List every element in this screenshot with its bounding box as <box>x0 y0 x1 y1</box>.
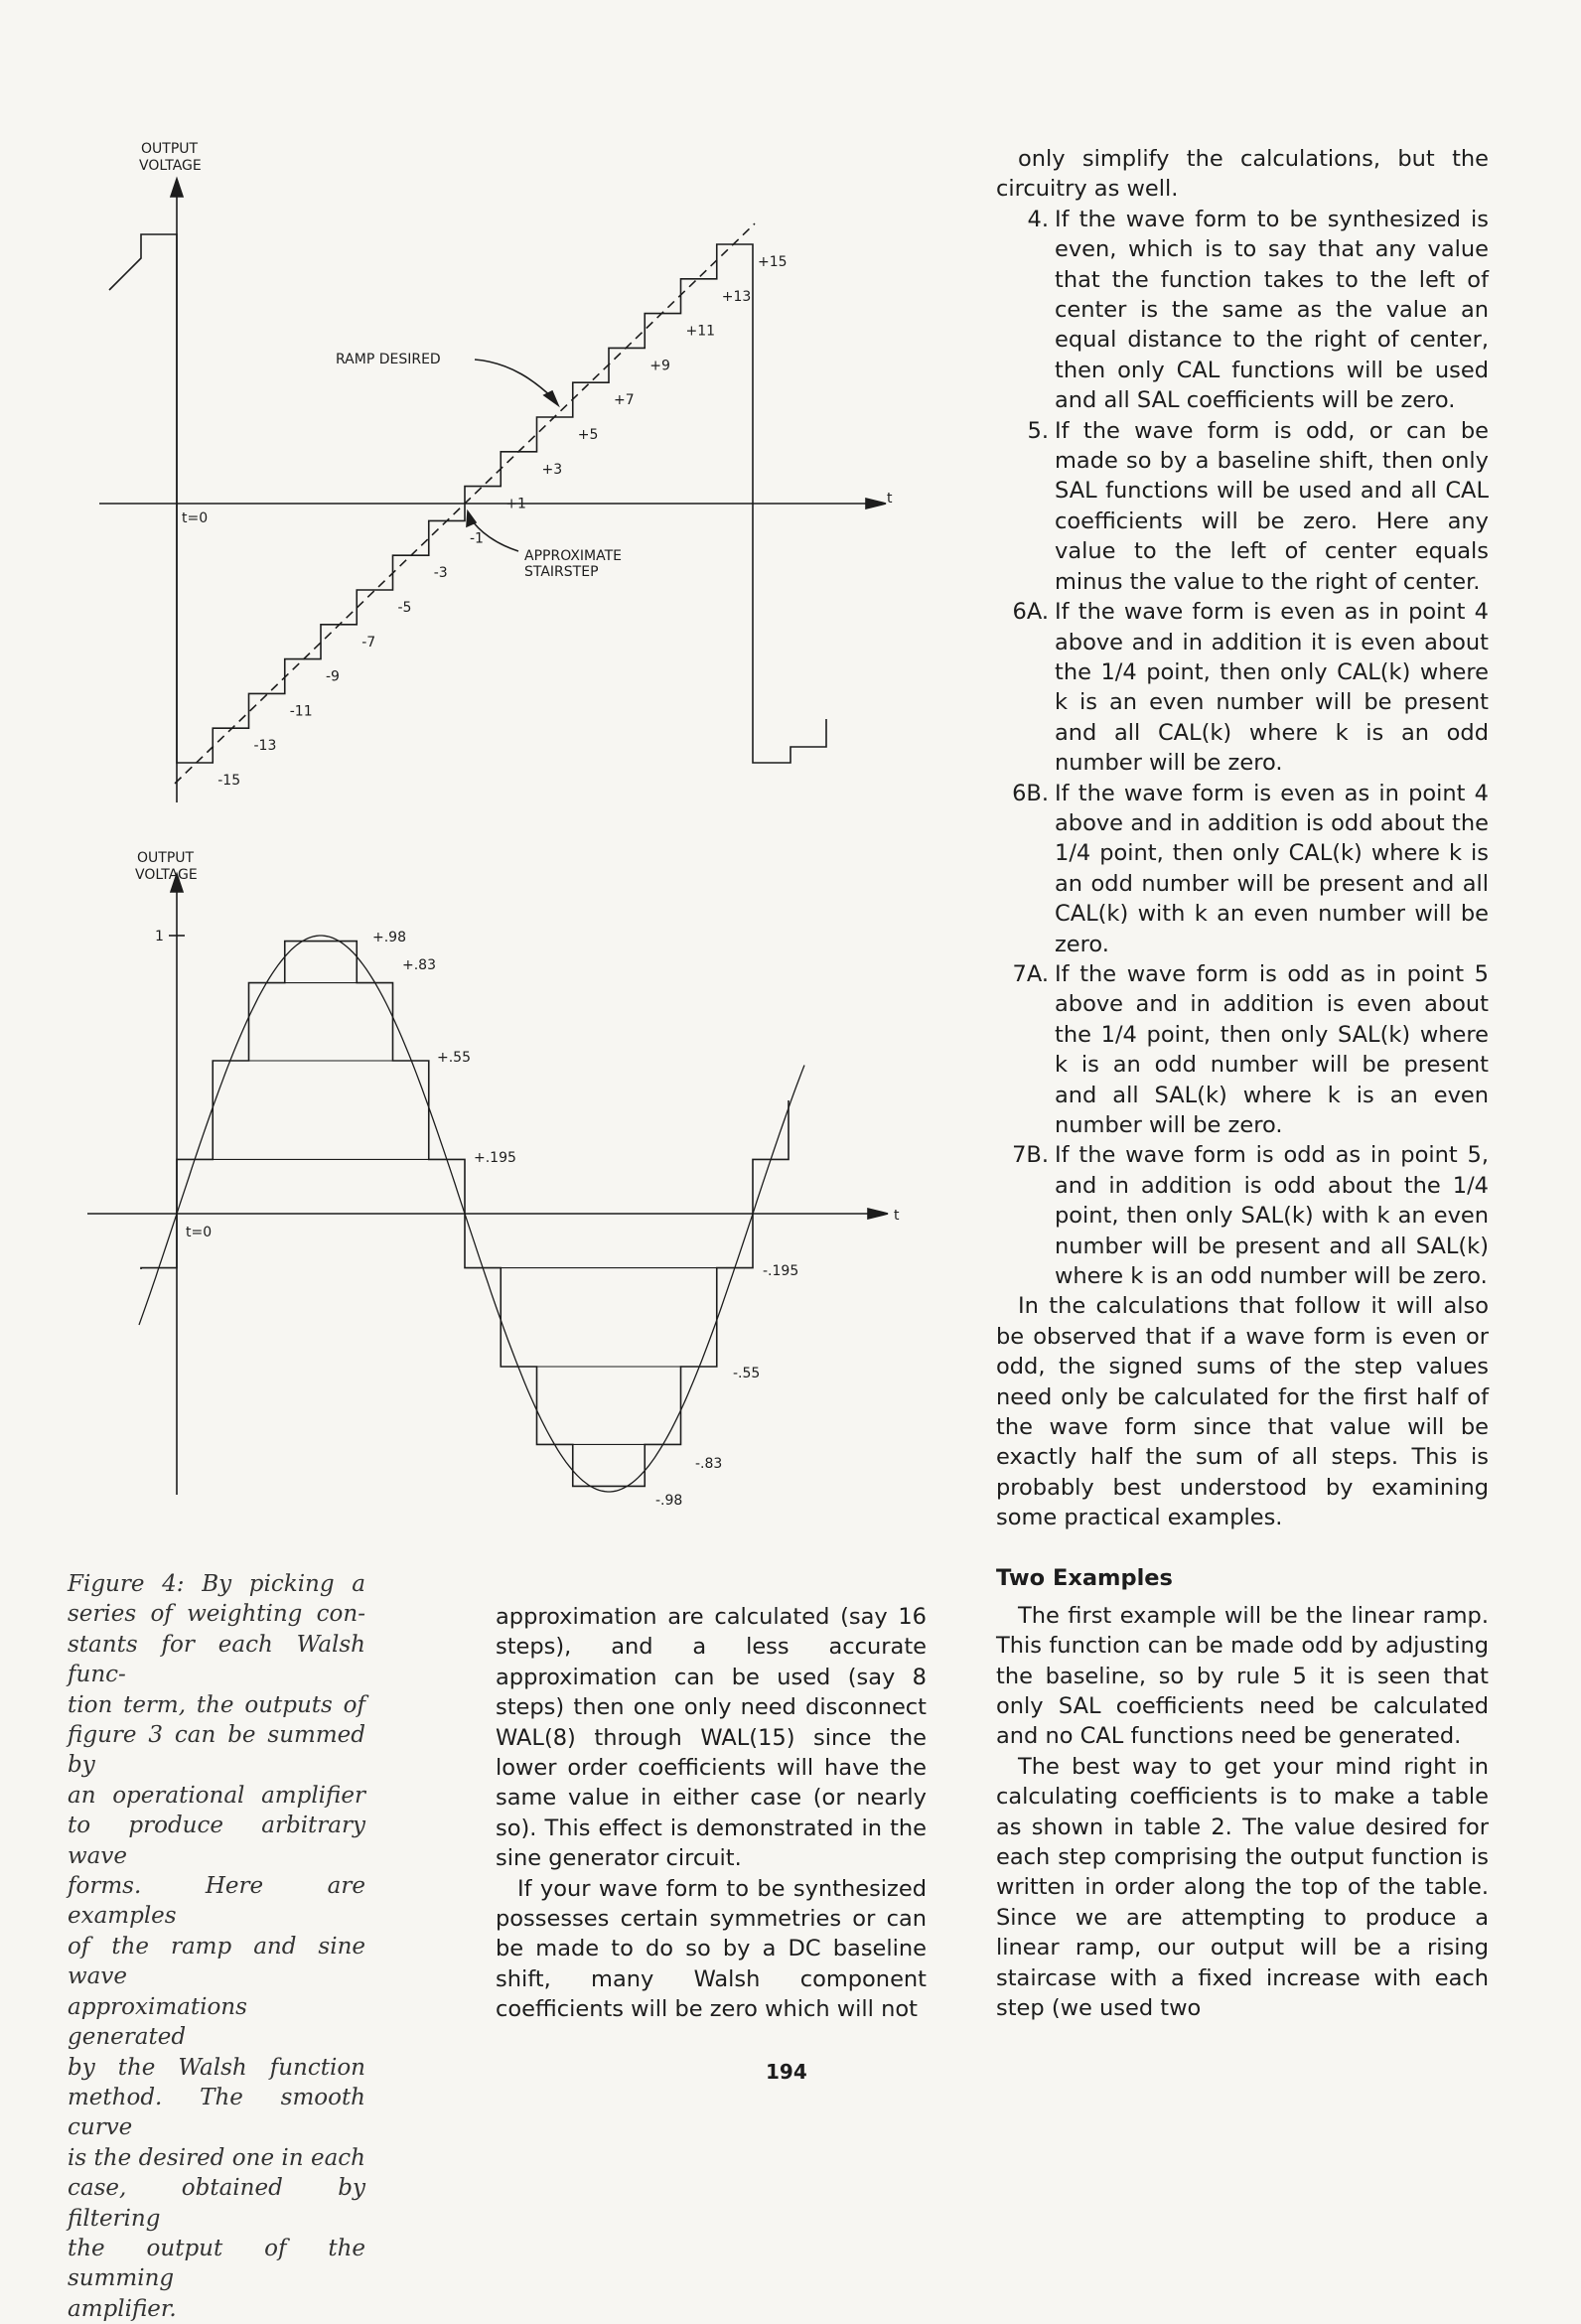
caption-line: an operational amplifier <box>68 1782 365 1809</box>
ramp-step-value: -5 <box>397 600 412 616</box>
rule-text: If the wave form is even as in point 4 above and in addition is odd about the 1/4 point, then only CAL(k) where k is an odd number will be present and all CAL(k) with k an even number will be zero. <box>1055 780 1489 957</box>
rule-number: 5. <box>1027 417 1049 444</box>
middle-paragraph-1: approximation are calculated (say 16 steps), and a less accurate approximation can be used (say 8 steps) then one only need disconnect WAL(8) through WAL(15) since the lower order coefficients will have the same value in either case (or nearly so). This effect is demonstrated in the sine generator circuit. <box>496 1604 927 1872</box>
caption-line: is the desired one in each <box>68 2144 365 2171</box>
rule-item <box>996 597 1489 778</box>
ramp-step-value: -7 <box>361 634 376 651</box>
sine-step-value: +.98 <box>372 930 406 945</box>
sine-step-value: -.55 <box>733 1366 761 1381</box>
top-t-axis-arrow <box>866 499 886 508</box>
rule-item <box>996 1140 1489 1291</box>
sine-step-value: -.83 <box>695 1456 723 1472</box>
sine-step-value: -.195 <box>763 1263 799 1279</box>
right-paragraph-table: The best way to get your mind right in calculating coefficients is to make a table as shown in table 2. The value desired for each step comprising the output function is written in order along the top of the table. Since we are attempting to produce a linear ramp, our output will be a rising staircase with a fixed increase with each step (we used two <box>996 1753 1489 2021</box>
rule-number: 7B. <box>1012 1142 1049 1169</box>
caption-line: figure 3 can be summed by <box>68 1722 365 1779</box>
rule-number: 7A. <box>1012 960 1049 987</box>
bottom-y-axis-label: VOLTAGE <box>135 867 198 883</box>
ramp-step-value: +13 <box>721 288 752 305</box>
ramp-step-value: +15 <box>758 254 788 270</box>
caption-line: case, obtained by filtering <box>68 2175 365 2232</box>
caption-line: to produce arbitrary wave <box>68 1813 365 1869</box>
ramp-desired-arrowhead <box>544 391 558 405</box>
caption-line: stants for each Walsh func- <box>68 1631 365 1688</box>
caption-line: method. The smooth curve <box>68 2084 365 2141</box>
bottom-one-label: 1 <box>155 929 164 944</box>
ramp-step-value: +5 <box>577 427 599 443</box>
rule-text: If the wave form is even as in point 4 above and in addition it is even about the 1/4 point, then only CAL(k) where k is an even number will be present and all CAL(k) where k is an odd number will be zero. <box>1055 599 1489 777</box>
ramp-step-value: +1 <box>505 496 526 512</box>
sine-step-value: -.98 <box>655 1493 683 1509</box>
bottom-y-axis-label: OUTPUT <box>137 850 195 866</box>
caption-line: the output of the summing <box>68 2235 365 2292</box>
ramp-step-value: +7 <box>614 392 635 409</box>
ramp-desired-pointer <box>475 360 554 399</box>
rule-item <box>996 205 1489 416</box>
ramp-step-value: -1 <box>470 530 484 547</box>
right-column <box>996 144 1489 2023</box>
top-y-axis-label: OUTPUT <box>141 141 199 157</box>
rule-item <box>996 779 1489 959</box>
right-paragraph-example: The first example will be the linear ramp. This function can be made odd by adjusting the baseline, so by rule 5 it is seen that only SAL coefficients need be calculated and no CAL functions need be generated. <box>996 1602 1489 1750</box>
stairstep-label: STAIRSTEP <box>524 564 599 580</box>
bottom-t-label: t <box>894 1208 900 1224</box>
ramp-step-value: -11 <box>289 703 313 720</box>
rule-item <box>996 416 1489 597</box>
ramp-step-value: +11 <box>685 323 716 340</box>
caption-line: tion term, the outputs of <box>68 1691 365 1718</box>
middle-paragraph-2: If your wave form to be synthesized possesses certain symmetries or can be made to do so by a DC baseline shift, many Walsh component coefficients will be zero which will not <box>496 1875 927 2023</box>
top-y-axis-label: VOLTAGE <box>139 158 202 174</box>
caption-line: series of weighting con- <box>68 1601 365 1628</box>
figure-caption <box>68 1569 365 2324</box>
caption-line: forms. Here are examples <box>68 1873 365 1930</box>
ramp-desired-label: RAMP DESIRED <box>336 352 441 367</box>
stairstep-label: APPROXIMATE <box>524 548 622 564</box>
middle-column <box>496 1602 927 2025</box>
rule-text: If the wave form is odd, or can be made so by a baseline shift, then only SAL functions will be used and all CAL coefficients will be zero. Here any value to the left of center equals minus the value to the right of center. <box>1055 417 1489 595</box>
caption-line: approximations generated <box>68 1993 247 2051</box>
top-t-label: t <box>887 491 893 507</box>
caption-line: by the Walsh function <box>68 2054 365 2081</box>
ramp-step-value: +9 <box>649 358 670 374</box>
rule-number: 6A. <box>1012 599 1049 626</box>
sine-labels <box>135 850 900 1509</box>
ramp-step-value: -9 <box>326 668 340 685</box>
ramp-step-value: +3 <box>541 461 563 478</box>
rule-text: If the wave form is odd as in point 5 above and in addition is even about the 1/4 point, then only SAL(k) where k is an odd number will be present and all SAL(k) where k is an even number will be zero. <box>1055 960 1489 1138</box>
caption-line: Figure 4: By picking a <box>68 1571 365 1597</box>
symmetry-rules-list <box>996 205 1489 1292</box>
ramp-stairstep <box>109 234 826 763</box>
ramp-labels <box>139 141 893 789</box>
rule-number: 6B. <box>1012 780 1049 806</box>
rule-number: 4. <box>1027 206 1049 232</box>
ramp-step-value: -15 <box>217 773 241 789</box>
ramp-graph <box>99 179 886 802</box>
rule-text: If the wave form is odd as in point 5, and in addition is odd about the 1/4 point, then only SAL(k) with k an even number will be present and all SAL(k) where k is an odd number will be zero. <box>1055 1142 1489 1290</box>
bottom-t-axis-arrow <box>868 1209 888 1219</box>
page-number: 194 <box>766 2060 807 2084</box>
sine-step-value: +.55 <box>437 1050 471 1066</box>
bottom-t0-label: t=0 <box>186 1225 213 1240</box>
ramp-step-value: -13 <box>253 738 277 755</box>
caption-line: amplifier. <box>68 2295 177 2322</box>
caption-line: of the ramp and sine wave <box>68 1933 365 1990</box>
t0-label: t=0 <box>182 510 209 526</box>
sine-step-value: +.195 <box>474 1150 516 1166</box>
rule-item <box>996 959 1489 1140</box>
sine-graph <box>87 874 888 1495</box>
rule-text: If the wave form to be synthesized is even, which is to say that any value that the function takes to the left of center is the same as the value an equal distance to the right of center, then only CAL functions will be used and all SAL coefficients will be zero. <box>1055 206 1489 414</box>
section-heading: Two Examples <box>996 1564 1173 1591</box>
top-y-axis-arrow <box>171 179 183 197</box>
right-paragraph-calculations: In the calculations that follow it will also be observed that if a wave form is even or odd, the signed sums of the step values need only be calculated for the first half of the wave form since that value will be exactly half the sum of all steps. This is probably best understood by examining some practical examples. <box>996 1293 1489 1531</box>
sine-step-value: +.83 <box>402 957 436 973</box>
ramp-step-value: -3 <box>433 565 448 582</box>
right-lead-paragraph: only simplify the calculations, but the circuitry as well. <box>996 146 1489 203</box>
